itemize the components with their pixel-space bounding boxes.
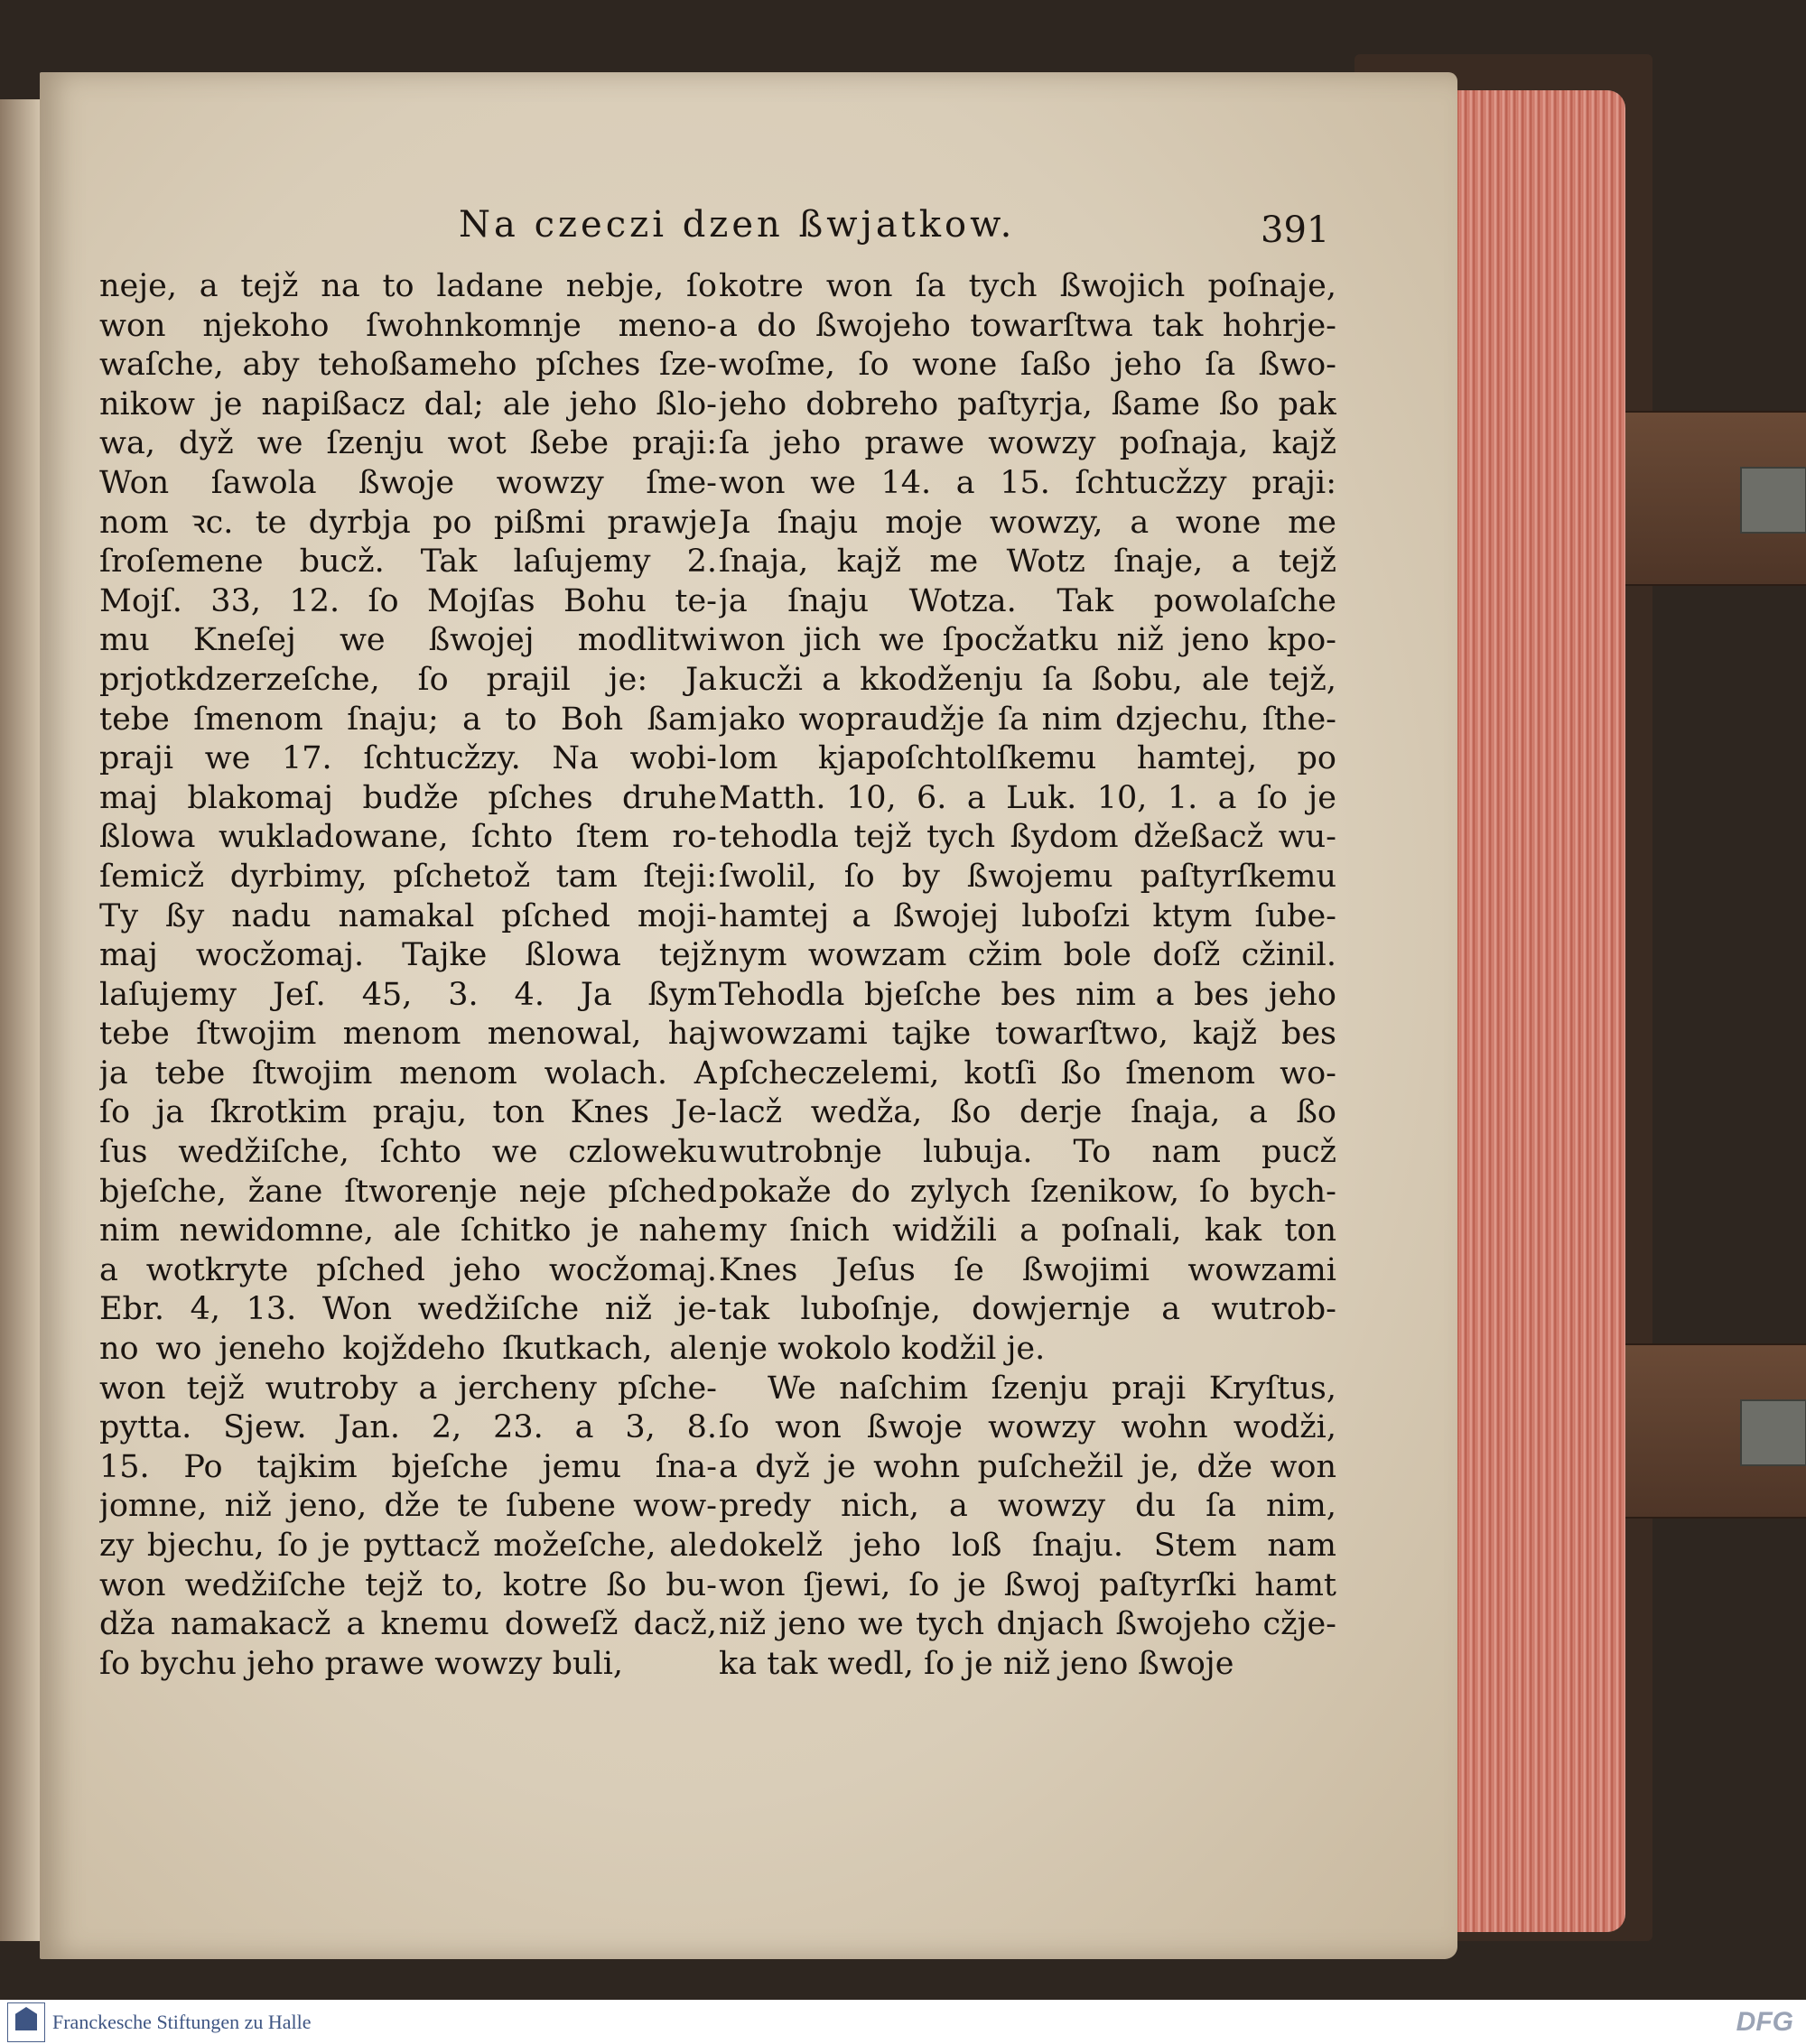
page-number: 391 (1261, 209, 1330, 251)
text-line: jeho dobreho paſtyrja, ßame ßo pak (719, 386, 1336, 423)
text-line: ja ſnaju Wotza. Tak powolaſche (719, 582, 1336, 619)
text-line: Knes Jeſus ſe ßwojimi wowzami (719, 1251, 1336, 1288)
text-line: woſme, ſo wone ſaßo jeho ſa ßwo- (719, 347, 1336, 384)
text-line: ſo bychu jeho prawe wowzy buli, (99, 1645, 624, 1682)
text-line: lom kjapoſchtolſkemu hamtej, po (719, 740, 1336, 777)
text-line: nym wowzam cžim bole doſž cžinil. (719, 937, 1336, 974)
text-line: kotre won ſa tych ßwojich poſnaje, (719, 268, 1336, 304)
text-line: zy bjechu, ſo je pyttacž možeſche, ale (99, 1528, 717, 1564)
text-line: won wedžiſche tejž to, kotre ßo bu- (99, 1566, 717, 1603)
text-line: ſo ja ſkrotkim praju, ton Knes Je- (99, 1094, 717, 1131)
text-line: maj wocžomaj. Tajke ßlowa tejž (99, 937, 717, 974)
text-line: ßlowa wukladowane, ſchto ſtem ro- (99, 819, 717, 856)
dfg-logo: DFG (1736, 2007, 1793, 2037)
text-line: tehodla tejž tych ßydom džeßacž wu- (719, 819, 1336, 856)
text-line: praji we 17. ſchtucžzy. Na wobi- (99, 740, 717, 777)
right-text-column (719, 267, 1336, 1684)
text-line: no wo jeneho kojždeho ſkutkach, ale (99, 1331, 717, 1368)
text-line: won ſjewi, ſo je ßwoj paſtyrſki hamt (719, 1566, 1336, 1603)
running-title: Na czeczi dzen ßwjatkow. (459, 204, 1016, 246)
text-line: Won ſawola ßwoje wowzy ſme- (99, 464, 717, 501)
text-line: laſujemy Jeſ. 45, 3. 4. Ja ßym (99, 976, 717, 1013)
text-line: wowzami tajke towarſtwo, kajž bes (719, 1016, 1336, 1053)
text-line: niž jeno we tych dnjach ßwojeho cžje- (719, 1606, 1336, 1643)
text-line: ſwolil, ſo by ßwojemu paſtyrſkemu (719, 858, 1336, 895)
text-line: ja tebe ſtwojim menom wolach. A (99, 1055, 717, 1092)
text-line: nom ꝛc. te dyrbja po pißmi prawje (99, 504, 717, 541)
text-line: dokelž jeho loß ſnaju. Stem nam (719, 1528, 1336, 1564)
text-line: waſche, aby tehoßameho pſches ſze- (99, 347, 717, 384)
text-line: ſemicž dyrbimy, pſchetož tam ſteji: (99, 858, 717, 895)
text-line: ſa jeho prawe wowzy poſnaja, kajž (719, 425, 1336, 462)
text-line: ſus wedžiſche, ſchto we czloweku (99, 1134, 717, 1171)
text-line: maj blakomaj budže pſches druhe (99, 779, 717, 816)
text-line: bjeſche, žane ſtworenje neje pſched (99, 1173, 717, 1210)
lower-clasp (1616, 1343, 1806, 1519)
text-line: nim newidomne, ale ſchitko je nahe (99, 1212, 717, 1250)
text-line: ſnaja, kajž me Wotz ſnaje, a tejž (719, 544, 1336, 581)
text-line: neje, a tejž na to ladane nebje, ſo (99, 268, 717, 304)
text-line: a dyž je wohn puſchežil je, dže won (719, 1448, 1336, 1485)
left-text-column (99, 267, 717, 1684)
text-line: tebe ſmenom ſnaju; a to Boh ßam (99, 701, 717, 738)
institution-name: Franckesche Stiftungen zu Halle (52, 2011, 312, 2033)
text-line: tak luboſnje, dowjernje a wutrob- (719, 1291, 1336, 1328)
text-line: pokaže do zylych ſzenikow, ſo bych- (719, 1173, 1336, 1210)
text-line: ſroſemene bucž. Tak laſujemy 2. (99, 544, 717, 581)
text-line: We naſchim ſzenju praji Kryſtus, (768, 1370, 1336, 1407)
institution-logo-icon (7, 2002, 45, 2042)
text-line: dža namakacž a knemu doweſž dacž, (99, 1606, 717, 1643)
text-line: nikow je napißacz dal; ale jeho ßlo- (99, 386, 717, 423)
text-line: jomne, niž jeno, dže te ſubene wow- (99, 1488, 717, 1525)
text-line: 15. Po tajkim bjeſche jemu ſna- (99, 1448, 717, 1485)
facing-page-edge (0, 99, 43, 1941)
text-line: jako wopraudžje ſa nim dzjechu, ſthe- (719, 701, 1336, 738)
text-line: won tejž wutroby a jercheny pſche- (99, 1370, 717, 1407)
text-line: Mojſ. 33, 12. ſo Mojſas Bohu te- (99, 582, 717, 619)
text-line: prjotkdzerzeſche, ſo prajil je: Ja (99, 661, 717, 698)
text-line: lacž wedža, ßo derje ſnaja, a ßo (719, 1094, 1336, 1131)
text-line: my ſnich widžili a poſnali, kak ton (719, 1212, 1336, 1250)
upper-clasp (1616, 411, 1806, 586)
text-line: won jich we ſpocžatku niž jeno kpo- (719, 622, 1336, 659)
text-line: Matth. 10, 6. a Luk. 10, 1. a ſo je (719, 779, 1336, 816)
text-line: tebe ſtwojim menom menowal, haj (99, 1016, 717, 1053)
text-line: a do ßwojeho towarſtwa tak hohrje- (719, 307, 1336, 344)
text-line: predy nich, a wowzy du ſa nim, (719, 1488, 1336, 1525)
footer-bar (0, 2000, 1806, 2044)
text-line: wutrobnje lubuja. To nam pucž (719, 1134, 1336, 1171)
text-line: ſo won ßwoje wowzy wohn wodži, (719, 1409, 1336, 1446)
text-line: Ja ſnaju moje wowzy, a wone me (719, 504, 1336, 541)
text-line: won njekoho ſwohnkomnje meno- (99, 307, 717, 344)
text-line: Ebr. 4, 13. Won wedžiſche niž je- (99, 1291, 717, 1328)
clasp-plate (1740, 1399, 1806, 1466)
text-line: wa, dyž we ſzenju wot ßebe praji: (99, 425, 717, 462)
text-line: nje wokolo kodžil je. (719, 1331, 1046, 1368)
page-edges (1436, 90, 1625, 1932)
text-line: kucži a kkodženju ſa ßobu, ale tejž, (719, 661, 1336, 698)
text-line: ka tak wedl, ſo je niž jeno ßwoje (719, 1645, 1234, 1682)
text-line: a wotkryte pſched jeho wocžomaj. (99, 1251, 717, 1288)
text-line: pſcheczelemi, kotſi ßo ſmenom wo- (719, 1055, 1336, 1092)
text-line: pytta. Sjew. Jan. 2, 23. a 3, 8. (99, 1409, 717, 1446)
clasp-plate (1740, 467, 1806, 534)
text-line: Tehodla bjeſche bes nim a bes jeho (719, 976, 1336, 1013)
text-line: mu Kneſej we ßwojej modlitwi (99, 622, 717, 659)
text-line: Ty ßy nadu namakal pſched moji- (99, 897, 717, 934)
text-line: won we 14. a 15. ſchtucžzy praji: (719, 464, 1336, 501)
text-line: hamtej a ßwojej luboſzi ktym ſube- (719, 897, 1336, 934)
